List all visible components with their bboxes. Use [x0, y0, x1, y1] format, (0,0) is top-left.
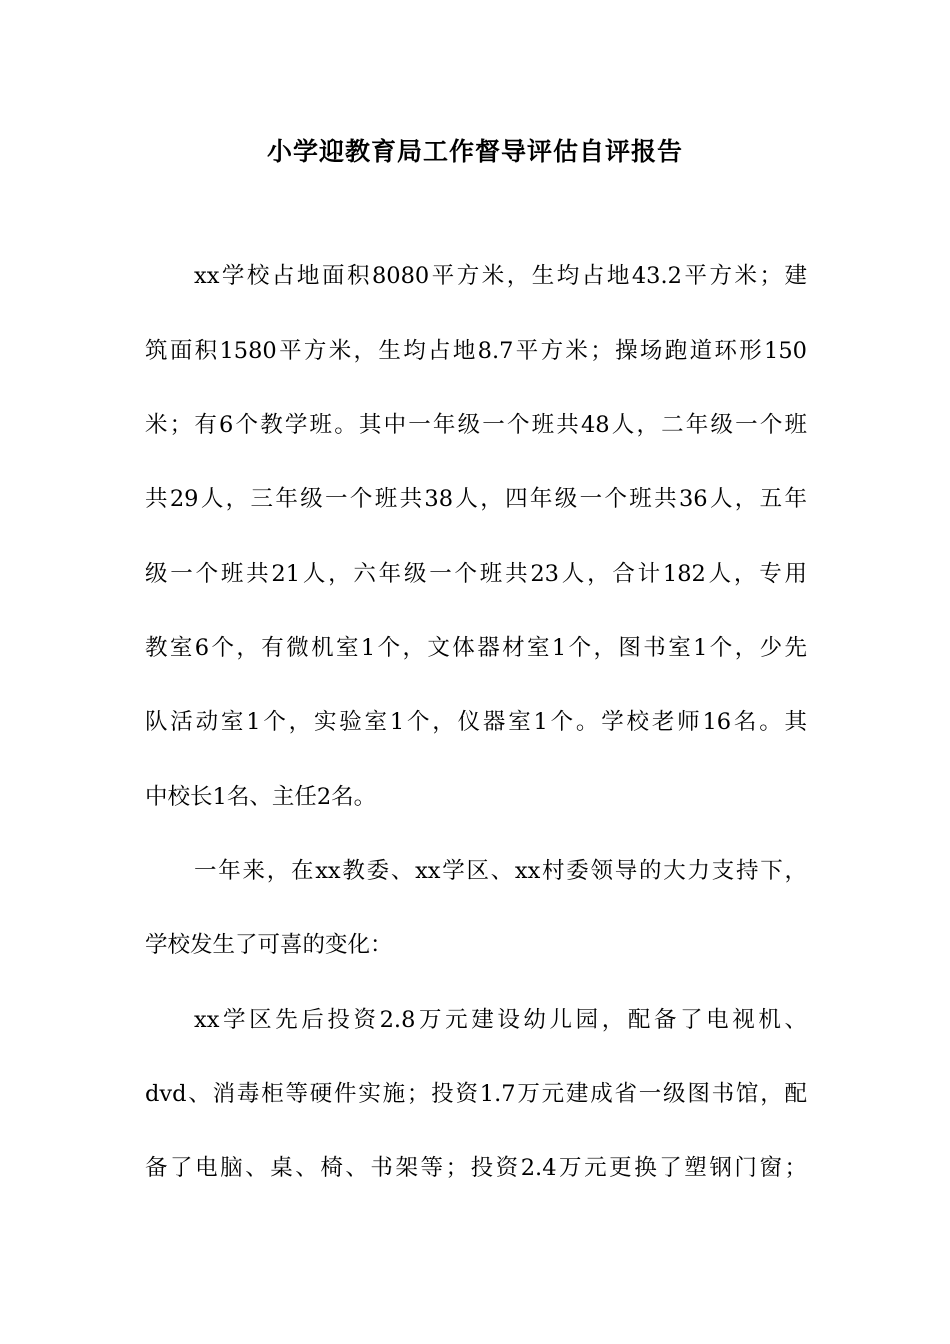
paragraph-1-line-6: 教室6个，有微机室1个，文体器材室1个，图书室1个，少先	[145, 635, 807, 661]
document-title: 小学迎教育局工作督导评估自评报告	[266, 137, 683, 166]
paragraph-1-line-1: xx学校占地面积8080平方米，生均占地43.2平方米；建	[194, 263, 807, 289]
paragraph-1-line-7: 队活动室1个，实验室1个，仪器室1个。学校老师16名。其	[145, 709, 807, 735]
paragraph-1-line-3: 米；有6个教学班。其中一年级一个班共48人，二年级一个班	[145, 412, 807, 438]
paragraph-1-line-8: 中校长1名、主任2名。	[145, 784, 377, 810]
paragraph-3-line-1: xx学区先后投资2.8万元建设幼儿园，配备了电视机、	[194, 1007, 807, 1033]
paragraph-2-line-2: 学校发生了可喜的变化：	[145, 932, 393, 958]
paragraph-3-line-3: 备了电脑、桌、椅、书架等；投资2.4万元更换了塑钢门窗；	[145, 1155, 807, 1181]
paragraph-1-line-2: 筑面积1580平方米，生均占地8.7平方米；操场跑道环形150	[145, 338, 807, 364]
paragraph-2-line-1: 一年来，在xx教委、xx学区、xx村委领导的大力支持下，	[194, 858, 807, 884]
paragraph-1-line-4: 共29人，三年级一个班共38人，四年级一个班共36人，五年	[145, 486, 807, 512]
paragraph-1-line-5: 级一个班共21人，六年级一个班共23人，合计182人，专用	[145, 561, 807, 587]
paragraph-3-line-2: dvd、消毒柜等硬件实施；投资1.7万元建成省一级图书馆，配	[145, 1081, 807, 1107]
